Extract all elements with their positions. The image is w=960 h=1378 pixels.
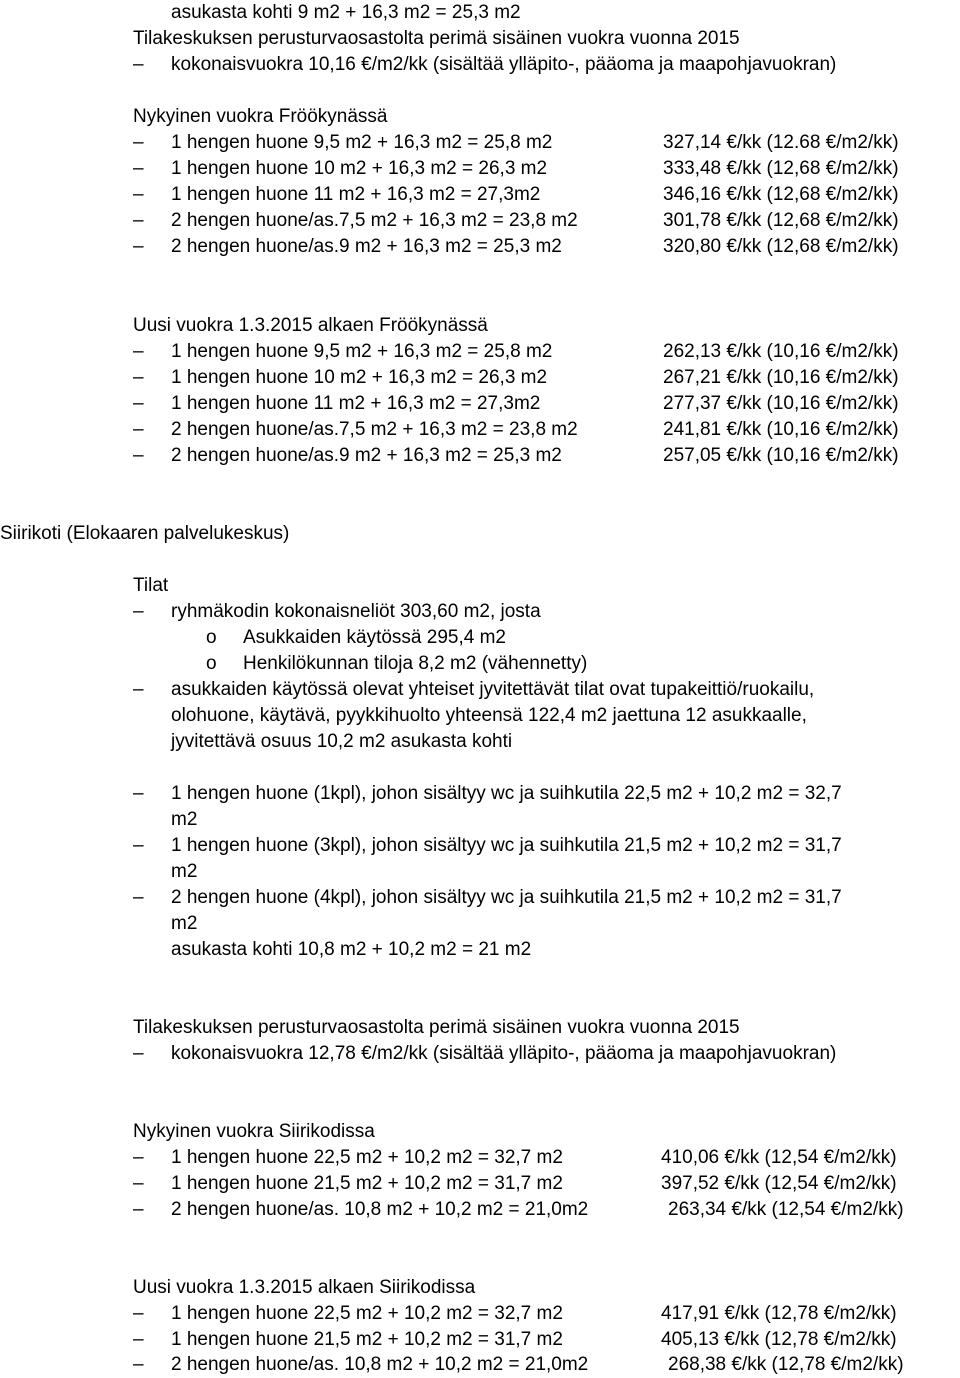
room-description: 2 hengen huone/as.9 m2 + 16,3 m2 = 25,3 m2 [171,445,562,466]
room-description: 1 hengen huone 9,5 m2 + 16,3 m2 = 25,8 m2 [171,341,553,362]
dash-bullet: – [133,54,144,75]
room-type-unit: m2 [171,861,198,882]
room-description: 2 hengen huone/as.7,5 m2 + 16,3 m2 = 23,8 m2 [171,419,578,440]
dash-bullet: – [133,158,144,179]
room-price: 268,38 €/kk (12,78 €/m2/kk) [668,1354,904,1375]
dash-bullet: – [133,419,144,440]
shared-space-text: olohuone, käytävä, pyykkihuolto yhteensä 122,4 m2 jaettuna 12 asukkaalle, [171,705,807,726]
dash-bullet: – [133,1199,144,1220]
room-description: 1 hengen huone 10 m2 + 16,3 m2 = 26,3 m2 [171,367,548,388]
total-area-line: ryhmäkodin kokonaisneliöt 303,60 m2, josta [171,601,541,622]
current-rent-heading-frookyna: Nykyinen vuokra Fröökynässä [133,106,388,127]
room-description: 1 hengen huone 21,5 m2 + 10,2 m2 = 31,7 m2 [171,1173,563,1194]
room-description: 1 hengen huone 22,5 m2 + 10,2 m2 = 32,7 m2 [171,1147,563,1168]
per-resident-area-line: asukasta kohti 10,8 m2 + 10,2 m2 = 21 m2 [171,939,532,960]
room-description: 1 hengen huone 11 m2 + 16,3 m2 = 27,3m2 [171,184,541,205]
dash-bullet: – [133,1354,144,1375]
room-description: 1 hengen huone 21,5 m2 + 10,2 m2 = 31,7 m2 [171,1329,563,1350]
rent-heading-siirikoti: Tilakeskuksen perusturvaosastolta perimä sisäinen vuokra vuonna 2015 [133,1017,740,1038]
dash-bullet: – [133,445,144,466]
room-description: 2 hengen huone/as.7,5 m2 + 16,3 m2 = 23,8 m2 [171,210,578,231]
dash-bullet: – [133,1303,144,1324]
room-price: 241,81 €/kk (10,16 €/m2/kk) [663,419,899,440]
room-price: 263,34 €/kk (12,54 €/m2/kk) [668,1199,904,1220]
room-description: 1 hengen huone 10 m2 + 16,3 m2 = 26,3 m2 [171,158,548,179]
rent-heading-frookyna: Tilakeskuksen perusturvaosastolta perimä sisäinen vuokra vuonna 2015 [133,28,740,49]
room-price: 405,13 €/kk (12,78 €/m2/kk) [661,1329,897,1350]
tilat-heading: Tilat [133,575,169,596]
room-price: 333,48 €/kk (12,68 €/m2/kk) [663,158,899,179]
circle-bullet: o [206,653,217,674]
shared-space-text: jyvitettävä osuus 10,2 m2 asukasta kohti [171,731,513,752]
circle-bullet: o [206,627,217,648]
room-price: 417,91 €/kk (12,78 €/m2/kk) [661,1303,897,1324]
dash-bullet: – [133,393,144,414]
dash-bullet: – [133,367,144,388]
dash-bullet: – [133,236,144,257]
room-description: 2 hengen huone/as.9 m2 + 16,3 m2 = 25,3 m2 [171,236,562,257]
room-price: 410,06 €/kk (12,54 €/m2/kk) [661,1147,897,1168]
room-type-line: 1 hengen huone (1kpl), johon sisältyy wc ja suihkutila 22,5 m2 + 10,2 m2 = 32,7 [171,783,842,804]
dash-bullet: – [133,184,144,205]
dash-bullet: – [133,341,144,362]
dash-bullet: – [133,1173,144,1194]
dash-bullet: – [133,601,144,622]
room-price: 262,13 €/kk (10,16 €/m2/kk) [663,341,899,362]
sub-item-staff-area: Henkilökunnan tiloja 8,2 m2 (vähennetty) [243,653,588,674]
current-rent-heading-siirikoti: Nykyinen vuokra Siirikodissa [133,1121,375,1142]
room-type-line: 1 hengen huone (3kpl), johon sisältyy wc ja suihkutila 21,5 m2 + 10,2 m2 = 31,7 [171,835,842,856]
room-price: 346,16 €/kk (12,68 €/m2/kk) [663,184,899,205]
new-rent-heading-siirikoti: Uusi vuokra 1.3.2015 alkaen Siirikodissa [133,1277,476,1298]
dash-bullet: – [133,1147,144,1168]
dash-bullet: – [133,835,144,856]
total-rent-line: kokonaisvuokra 10,16 €/m2/kk (sisältää ylläpito-, pääoma ja maapohjavuokran) [171,54,837,75]
room-description: 2 hengen huone/as. 10,8 m2 + 10,2 m2 = 21,0m2 [171,1354,589,1375]
dash-bullet: – [133,132,144,153]
room-type-unit: m2 [171,913,198,934]
total-rent-line: kokonaisvuokra 12,78 €/m2/kk (sisältää ylläpito-, pääoma ja maapohjavuokran) [171,1043,837,1064]
room-description: 1 hengen huone 22,5 m2 + 10,2 m2 = 32,7 m2 [171,1303,563,1324]
shared-space-text: asukkaiden käytössä olevat yhteiset jyvitettävät tilat ovat tupakeittiö/ruokailu, [171,679,815,700]
dash-bullet: – [133,783,144,804]
room-description: 2 hengen huone/as. 10,8 m2 + 10,2 m2 = 21,0m2 [171,1199,589,1220]
room-price: 301,78 €/kk (12,68 €/m2/kk) [663,210,899,231]
room-description: 1 hengen huone 9,5 m2 + 16,3 m2 = 25,8 m2 [171,132,553,153]
room-description: 1 hengen huone 11 m2 + 16,3 m2 = 27,3m2 [171,393,541,414]
room-price: 320,80 €/kk (12,68 €/m2/kk) [663,236,899,257]
room-type-unit: m2 [171,809,198,830]
room-price: 277,37 €/kk (10,16 €/m2/kk) [663,393,899,414]
dash-bullet: – [133,679,144,700]
room-price: 257,05 €/kk (10,16 €/m2/kk) [663,445,899,466]
new-rent-heading-frookyna: Uusi vuokra 1.3.2015 alkaen Fröökynässä [133,315,488,336]
room-type-line: 2 hengen huone (4kpl), johon sisältyy wc ja suihkutila 21,5 m2 + 10,2 m2 = 31,7 [171,887,842,908]
room-price: 397,52 €/kk (12,54 €/m2/kk) [661,1173,897,1194]
room-price: 327,14 €/kk (12.68 €/m2/kk) [663,132,899,153]
room-price: 267,21 €/kk (10,16 €/m2/kk) [663,367,899,388]
dash-bullet: – [133,1329,144,1350]
dash-bullet: – [133,1043,144,1064]
per-resident-area-line: asukasta kohti 9 m2 + 16,3 m2 = 25,3 m2 [171,2,521,23]
sub-item-residents-area: Asukkaiden käytössä 295,4 m2 [243,627,506,648]
section-heading-siirikoti: Siirikoti (Elokaaren palvelukeskus) [0,523,290,544]
dash-bullet: – [133,887,144,908]
dash-bullet: – [133,210,144,231]
